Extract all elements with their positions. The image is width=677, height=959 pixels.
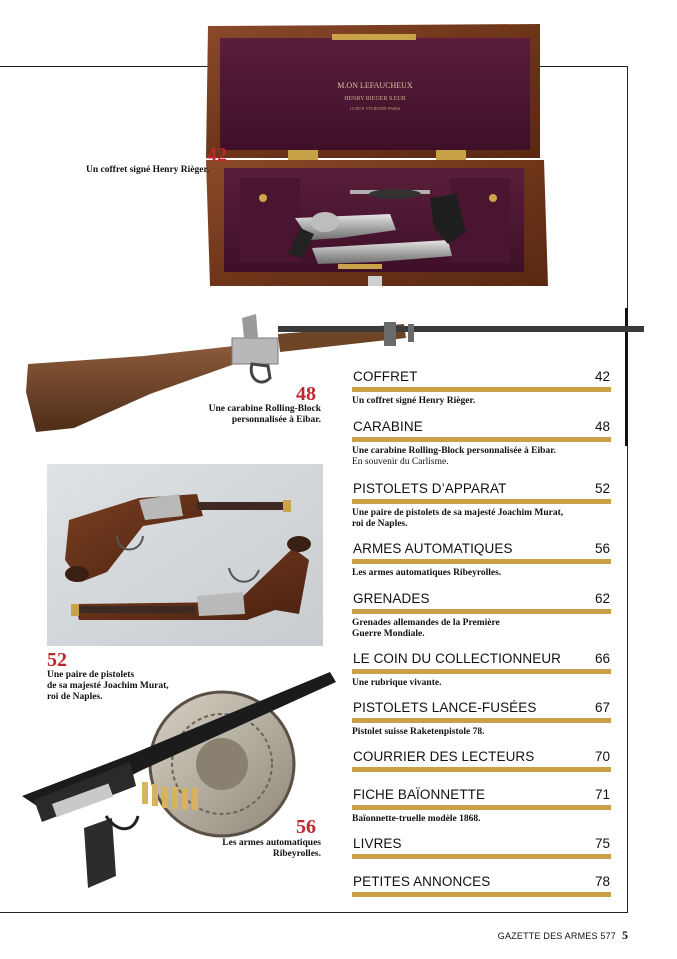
caption-52-line-3: roi de Naples. — [47, 692, 103, 702]
toc-entry-petites-annonces[interactable] — [352, 874, 611, 897]
toc-title: GRENADES — [353, 591, 430, 606]
toc-description-line-2: Guerre Mondiale. — [352, 629, 425, 639]
frame-right-rule — [627, 66, 628, 913]
toc-divider — [352, 609, 611, 614]
toc-title: PETITES ANNONCES — [353, 874, 491, 889]
toc-subtitle: En souvenir du Carlisme. — [352, 457, 449, 467]
toc-page: 75 — [594, 836, 610, 851]
toc-divider — [352, 669, 611, 674]
toc-description-line-2: roi de Naples. — [352, 519, 408, 529]
toc-title: COFFRET — [353, 369, 418, 384]
caption-56-line-2: Ribeyrolles. — [272, 849, 321, 859]
caption-52-line-1: Une paire de pistolets — [47, 670, 135, 680]
toc-title: PISTOLETS D’APPARAT — [353, 481, 507, 496]
toc-page: 70 — [594, 749, 610, 764]
toc-description: Un coffret signé Henry Rièger. — [352, 396, 476, 406]
caption-52-number: 52 — [47, 649, 67, 671]
toc-divider — [352, 437, 611, 442]
caption-56-text — [180, 838, 321, 860]
page-footer — [0, 926, 628, 944]
toc-description: Une rubrique vivante. — [352, 678, 442, 688]
toc-title: COURRIER DES LECTEURS — [353, 749, 535, 764]
toc-description-line-1: Grenades allemandes de la Première — [352, 618, 500, 628]
toc-page: 42 — [594, 369, 610, 384]
toc-title: LIVRES — [353, 836, 402, 851]
toc-entry-coin-collectionneur[interactable] — [352, 651, 611, 689]
toc-divider — [352, 854, 611, 859]
caption-56-line-1: Les armes automatiques — [222, 838, 321, 848]
toc-description — [352, 508, 611, 530]
toc-entry-carabine[interactable] — [352, 419, 611, 468]
engraving-line-3: 13 RUE VIVIENNE PARIS — [349, 106, 401, 111]
caption-48-number: 48 — [296, 383, 316, 405]
frame-bottom-rule — [0, 912, 628, 913]
toc-divider — [352, 767, 611, 772]
caption-52-line-2: de sa majesté Joachim Murat, — [47, 681, 169, 691]
toc-entry-pistolets-lance-fusees[interactable] — [352, 700, 611, 738]
toc-entry-courrier-lecteurs[interactable] — [352, 749, 611, 772]
toc-title: PISTOLETS LANCE-FUSÉES — [353, 700, 537, 715]
caption-56-number: 56 — [296, 816, 316, 838]
toc-entry-coffret[interactable] — [352, 369, 611, 407]
toc-title: ARMES AUTOMATIQUES — [353, 541, 513, 556]
toc-description: Pistolet suisse Raketenpistole 78. — [352, 727, 485, 737]
toc-description: Baïonnette-truelle modèle 1868. — [352, 814, 481, 824]
pistols-photo — [47, 464, 323, 646]
toc-divider — [352, 499, 611, 504]
toc-divider — [352, 892, 611, 897]
toc-page: 48 — [594, 419, 610, 434]
toc-page: 62 — [594, 591, 610, 606]
toc-page: 56 — [594, 541, 610, 556]
caption-42-number: 42 — [207, 144, 227, 166]
toc-entry-grenades[interactable] — [352, 591, 611, 640]
toc-title: LE COIN DU COLLECTIONNEUR — [353, 651, 562, 666]
caption-48-line-1: Une carabine Rolling-Block — [208, 404, 321, 414]
toc-title: FICHE BAÏONNETTE — [353, 787, 486, 802]
toc-page: 66 — [594, 651, 610, 666]
toc-entry-armes-automatiques[interactable] — [352, 541, 611, 579]
toc-divider — [352, 387, 611, 392]
toc-description-line-1: Une paire de pistolets de sa majesté Joachim Murat, — [352, 508, 564, 518]
caption-52-text — [47, 670, 169, 703]
toc-title: CARABINE — [353, 419, 423, 434]
coffret-photo — [200, 18, 550, 290]
toc-page: 52 — [594, 481, 610, 496]
toc-page: 71 — [594, 787, 610, 802]
toc-divider — [352, 718, 611, 723]
engraving-line-1: M.ON LEFAUCHEUX — [337, 81, 413, 90]
toc-description: Une carabine Rolling-Block personnalisée à Eibar. — [352, 446, 556, 456]
caption-42-text: Un coffret signé Henry Rièger. — [86, 165, 210, 175]
toc-divider — [352, 559, 611, 564]
toc-entry-fiche-baionnette[interactable] — [352, 787, 611, 825]
caption-48-line-2: personnalisée à Eibar. — [231, 415, 321, 425]
toc-page: 67 — [594, 700, 610, 715]
toc-entry-livres[interactable] — [352, 836, 611, 859]
toc-description: Les armes automatiques Ribeyrolles. — [352, 568, 502, 578]
page-number: 5 — [622, 928, 628, 942]
toc-divider — [352, 805, 611, 810]
magazine-issue: GAZETTE DES ARMES 577 — [497, 931, 616, 941]
caption-48-text — [150, 404, 321, 426]
toc-description — [352, 618, 611, 640]
toc-entry-pistolets-apparat[interactable] — [352, 481, 611, 530]
engraving-line-2: HENRY RIEGER S.EUR — [344, 96, 406, 102]
toc-page: 78 — [594, 874, 610, 889]
